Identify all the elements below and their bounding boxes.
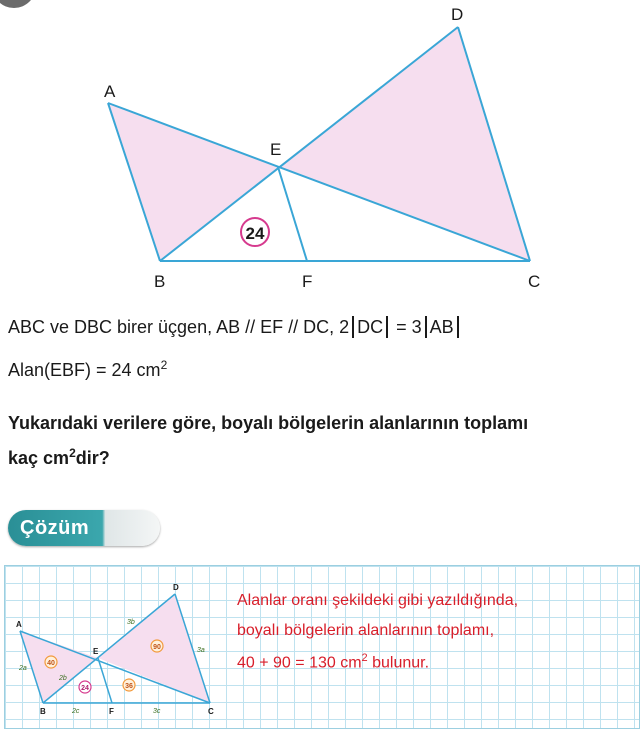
- question-line-2: [8, 446, 110, 469]
- label-c: C: [528, 272, 541, 291]
- question-2-prefix: kaç cm: [8, 448, 70, 468]
- label-b: B: [154, 272, 166, 291]
- seg-3a: 3a: [197, 647, 205, 654]
- question-2-suffix: dir?: [75, 448, 110, 468]
- solution-header: [8, 510, 160, 546]
- small-label-f: F: [109, 707, 114, 716]
- segment-ef: [278, 167, 307, 261]
- abs-bar: [457, 316, 459, 338]
- solution-text-3: [237, 652, 429, 672]
- label-e: E: [270, 140, 282, 159]
- given-1-mid: = 3: [391, 317, 422, 337]
- solution-3-sup: 2: [361, 652, 368, 664]
- solution-panel: [4, 565, 640, 729]
- given-dc: DC: [357, 317, 384, 337]
- given-ab: AB: [429, 317, 454, 337]
- given-2-prefix: Alan(EBF) = 24 cm: [8, 360, 161, 380]
- label-a: A: [104, 82, 116, 101]
- small-label-c: C: [208, 707, 214, 716]
- corner-badge: [0, 0, 36, 8]
- area-40: 40: [47, 660, 55, 667]
- question-2-sup: 2: [69, 446, 76, 460]
- solution-text-1: Alanlar oranı şekildeki gibi yazıldığında,: [237, 592, 519, 609]
- label-d: D: [451, 5, 464, 24]
- area-24: 24: [81, 685, 89, 692]
- solution-text-2: boyalı bölgelerin alanlarının toplamı,: [237, 622, 495, 639]
- seg-3b: 3b: [127, 619, 135, 626]
- abs-bar: [352, 316, 354, 338]
- area-90: 90: [153, 644, 161, 651]
- solution-label: Çözüm: [20, 517, 90, 539]
- given-line-2: [8, 358, 167, 381]
- solution-figure: [5, 566, 235, 730]
- abs-bar: [425, 316, 427, 338]
- small-label-b: B: [40, 707, 46, 716]
- shaded-triangle-dec: [278, 27, 530, 261]
- small-label-d: D: [173, 583, 179, 592]
- small-label-a: A: [16, 620, 22, 629]
- given-1-prefix: ABC ve DBC birer üçgen, AB // EF // DC, 2: [8, 317, 350, 337]
- area-badge-value: 24: [245, 224, 265, 243]
- solution-3-suffix: bulunur.: [367, 654, 430, 672]
- area-36: 36: [125, 683, 133, 690]
- given-line-1: [8, 316, 462, 338]
- question-line-1: Yukarıdaki verilere göre, boyalı bölgelerin alanlarının toplamı: [8, 413, 529, 433]
- solution-3-prefix: 40 + 90 = 130 cm: [237, 654, 362, 672]
- seg-2b: 2b: [59, 675, 67, 682]
- small-label-e: E: [93, 647, 99, 656]
- seg-2a: 2a: [19, 665, 27, 672]
- main-triangle-figure: [0, 0, 643, 300]
- seg-2c: 2c: [72, 708, 80, 715]
- given-2-sup: 2: [160, 358, 168, 372]
- seg-3c: 3c: [153, 708, 161, 715]
- label-f: F: [302, 272, 313, 291]
- abs-bar: [386, 316, 388, 338]
